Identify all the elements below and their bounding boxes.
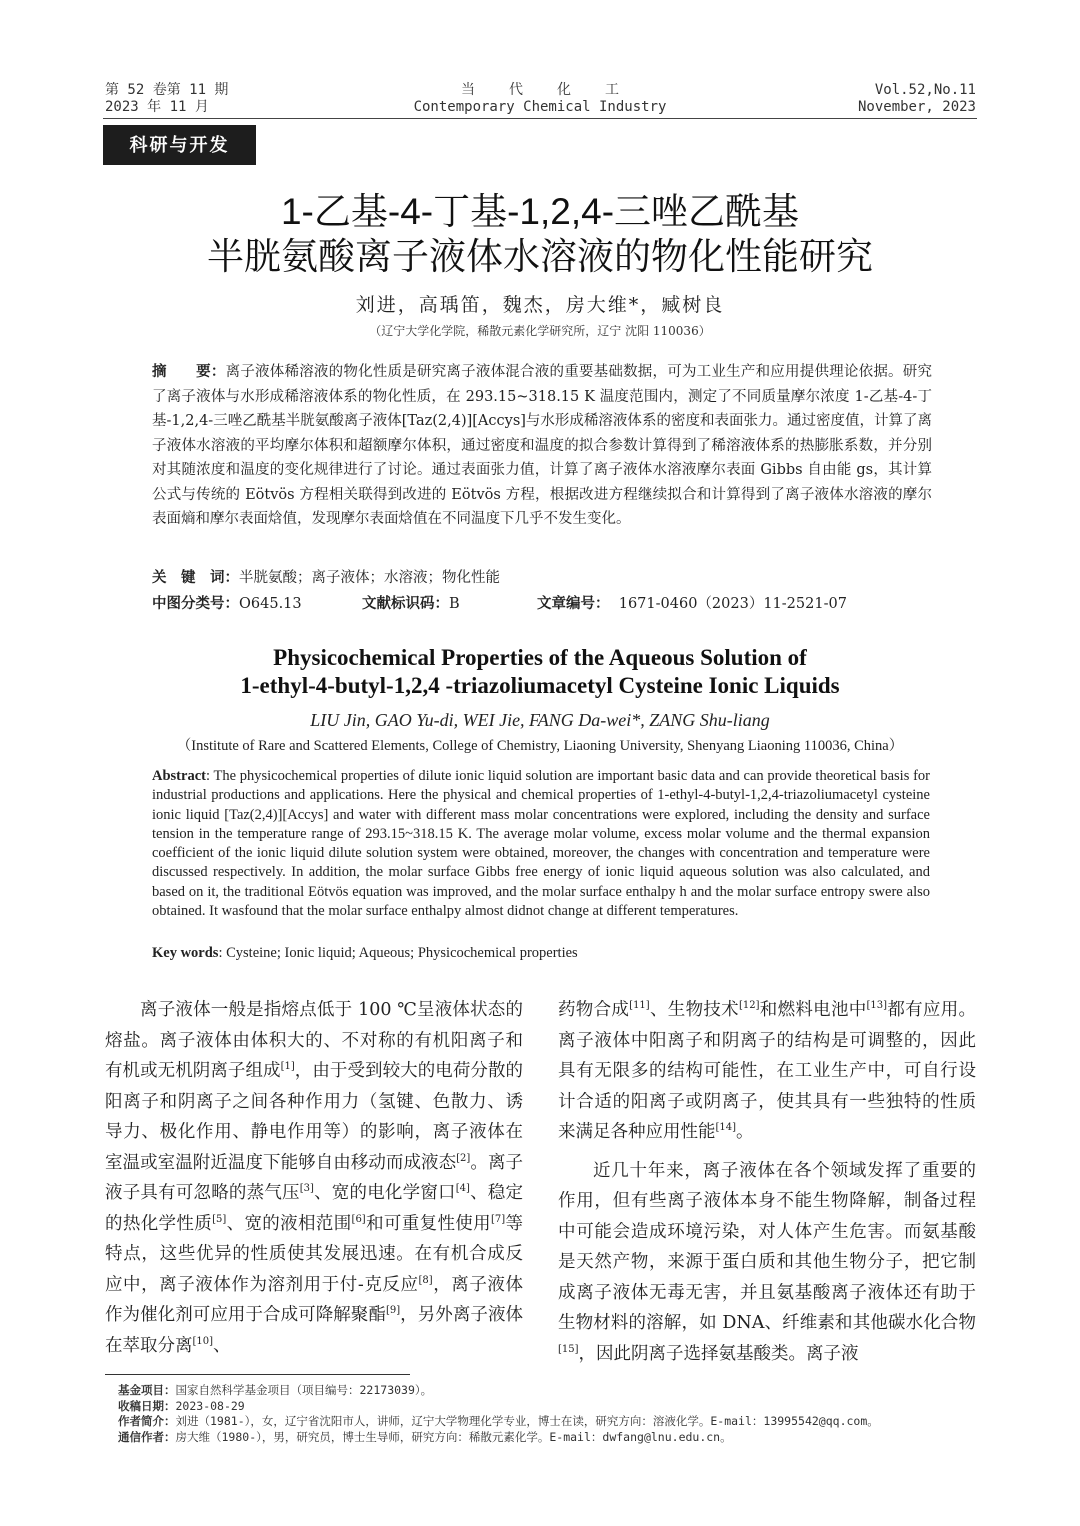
paper-title-line2: 半胱氨酸离子液体水溶液的物化性能研究 <box>207 236 873 277</box>
abstract-cn <box>152 360 932 532</box>
affiliation-en: （Institute of Rare and Scattered Elements, College of Chemistry, Liaoning University, Shenyang Liaoning 110036, China） <box>176 738 904 754</box>
footnote-label: 基金项目： <box>118 1383 176 1397</box>
classification-row <box>152 592 932 613</box>
body-text: 都有应用。离子液体中阳离子和阴离子的结构是可调整的，因此具有无限多的结构可能性，在工业生产中，可自行设计合适的阳离子或阴离子，使其具有一些独特的性质来满足各种应用性能 <box>558 1000 977 1142</box>
body-text: 、 <box>213 1335 231 1356</box>
body-text: 。 <box>736 1122 754 1142</box>
abstract-cn-label: 摘 要： <box>152 363 226 380</box>
body-text: 近几十年来，离子液体在各个领域发挥了重要的作用，但有些离子液体本身不能生物降解，制备过程中可能会造成环境污染，对人体产生危害。而氨基酸是天然产物，来源于蛋白质和其他生物分子，把它制成离子液体无毒无害，并且氨基酸离子液体还有助于生物材料的溶解，如 DNA、纤维素和其他碳水化合物 <box>558 1160 976 1333</box>
abstract-en <box>152 767 930 921</box>
footnote-text: 2023-08-29 <box>175 1398 245 1413</box>
body-text: 、稳定的热化学性质 <box>105 1183 524 1234</box>
abstract-en-text: : The physicochemical properties of dilute ionic liquid solution are important basic data and can provide theoretical basis for industrial productions and applications. Here the physical and chemical properties of 1-ethyl-4-butyl-1,2,4-triazoliumacetyl cysteine ionic liquid [Taz(2,4)][Accys] and water with different mass molar concentrations were explored, including the density and surface tension in the temperature range of 293.15~318.15 K. The average molar volume, excess molar volume and the thermal expansion coefficient of the ionic liquid dilute solution system were obtained, moreover, the changes with concentration and temperature were discussed respectively. In addition, the molar surface Gibbs free energy of ionic liquid aqueous solution was also calculated, and based on it, the traditional Eötvös equation was improved, and the molar surface enthalpy h and the molar surface entropy swere also obtained. It wasfound that the molar surface enthalpy almost didnot change at different temperatures. <box>152 768 930 920</box>
section-badge: 科研与开发 <box>103 125 256 165</box>
body-text: ，另外离子液体在萃取分离 <box>105 1305 524 1356</box>
citation[interactable]: [13] <box>866 1000 888 1012</box>
footnotes <box>118 1383 988 1445</box>
keywords-en-text: : Cysteine; Ionic liquid; Aqueous; Physicochemical properties <box>218 945 578 961</box>
authors-cn: 刘进，高瑀笛，魏杰，房大维*，臧树良 <box>355 294 725 316</box>
footnote-label: 收稿日期： <box>118 1398 176 1413</box>
authors-en: LIU Jin, GAO Yu-di, WEI Jie, FANG Da-wei*, ZANG Shu-liang <box>310 710 770 730</box>
footnote-label: 作者简介： <box>118 1414 176 1428</box>
doc-code-value: B <box>449 596 460 612</box>
footnote-text: 国家自然科学基金项目（项目编号：22173039）。 <box>175 1383 433 1397</box>
paper-title-line1: 1-乙基-4-丁基-1,2,4-三唑乙酰基 <box>280 191 800 232</box>
citation[interactable]: [15] <box>558 1343 579 1355</box>
body-text: ，因此阴离子选择氨基酸类。离子液 <box>578 1343 859 1364</box>
body-text: ，离子液体作为催化剂可应用于合成可降解聚酯 <box>105 1274 523 1325</box>
keywords-cn-text: 半胱氨酸；离子液体；水溶液；物化性能 <box>239 570 500 586</box>
abstract-en-label: Abstract <box>152 768 206 784</box>
journal-name-cn: 当代化工 <box>461 82 653 98</box>
abstract-cn-text: 离子液体稀溶液的物化性质是研究离子液体混合液的重要基础数据，可为工业生产和应用提供理论依据。研究了离子液体与水形成稀溶液体系的物化性质，在 293.15~318.15 K 温度范围内，测定了不同质量摩尔浓度 1-乙基-4-丁基-1,2,4-三唑乙酰基半胱氨酸离子液体[Taz(2,4)][Accys]与水形成稀溶液体系的密度和表面张力。通过密度值，计算了离子液体水溶液的平均摩尔体积和超额摩尔体积，通过密度和温度的拟合参数计算得到了稀溶液体系的热膨胀系数，并分别对其随浓度和温度的变化规律进行了讨论。通过表面张力值，计算了离子液体水溶液摩尔表面 Gibbs 自由能 gs，其计算公式与传统的 Eötvös 方程相关联得到改进的 Eötvös 方程，根据改进方程继续拟合和计算得到了离子液体水溶液的摩尔表面熵和摩尔表面焓值，发现摩尔表面焓值在不同温度下几乎不发生变化。 <box>152 364 932 527</box>
paper-title-en-line1: Physicochemical Properties of the Aqueous Solution of <box>273 645 807 670</box>
footnote-received <box>118 1399 988 1415</box>
clc-value: O645.13 <box>239 596 302 612</box>
citation[interactable]: [7] <box>491 1213 506 1225</box>
body-text: ，由于受到较大的电荷分散的阳离子和阴离子之间各种作用力（氢键、色散力、诱导力、极化作用、静电作用等）的影响，离子液体在室温或室温附近温度下能够自由移动而成液态 <box>105 1061 523 1173</box>
footnote-label: 通信作者： <box>118 1429 176 1444</box>
clc-label: 中图分类号： <box>152 595 239 612</box>
issue-date-en: November, 2023 <box>857 99 976 115</box>
paper-title-en-line2: 1-ethyl-4-butyl-1,2,4 -triazoliumacetyl Cysteine Ionic Liquids <box>240 673 840 698</box>
affiliation-cn: （辽宁大学化学院，稀散元素化学研究所，辽宁 沈阳 110036） <box>369 324 711 338</box>
body-text: 药物合成 <box>558 1000 630 1020</box>
paper-title-en <box>0 644 1080 700</box>
footnote-author <box>118 1414 988 1430</box>
issue-info-en <box>858 82 976 116</box>
doc-code-label: 文献标识码： <box>362 595 449 612</box>
citation[interactable]: [11] <box>629 1000 650 1012</box>
body-column-right <box>558 995 976 1369</box>
citation[interactable]: [4] <box>455 1183 470 1195</box>
journal-name-en: Contemporary Chemical Industry <box>413 99 667 115</box>
body-paragraph <box>105 995 523 1361</box>
citation[interactable]: [9] <box>385 1305 401 1317</box>
body-text: 离子液体一般是指熔点低于 100 ℃呈液体状态的熔盐。离子液体由体积大的、不对称的有机阳离子和有机或无机阴离子组成 <box>105 1000 523 1081</box>
body-paragraph <box>558 995 976 1148</box>
header-rule <box>103 118 977 119</box>
citation[interactable]: [3] <box>299 1183 314 1195</box>
article-no-label: 文章编号： <box>537 595 610 612</box>
citation[interactable]: [12] <box>738 1000 760 1012</box>
footnote-fund <box>118 1383 988 1399</box>
citation[interactable]: [5] <box>212 1213 227 1225</box>
footnote-text: 房大维（1980-），男，研究员，博士生导师，研究方向：稀散元素化学。E-mail：dwfang@lnu.edu.cn。 <box>175 1429 732 1444</box>
body-text: 。离子液子具有可忽略的蒸气压 <box>105 1152 524 1203</box>
body-text: 和可重复性使用 <box>365 1213 491 1234</box>
keywords-cn-label: 关 键 词： <box>152 569 239 586</box>
body-text: 、宽的电化学窗口 <box>313 1183 456 1203</box>
footnote-corresponding <box>118 1430 988 1446</box>
body-text: 等特点，这些优异的性质使其发展迅速。在有机合成反应中，离子液体作为溶剂用于付-克反应 <box>105 1213 524 1295</box>
keywords-en <box>152 945 578 962</box>
body-text: 和燃料电池中 <box>759 1000 867 1020</box>
issue-date: 2023 年 11 月 <box>105 99 209 115</box>
body-paragraph <box>558 1156 976 1370</box>
keywords-en-label: Key words <box>152 945 219 961</box>
citation[interactable]: [2] <box>456 1152 471 1164</box>
citation[interactable]: [1] <box>280 1061 295 1073</box>
body-text: 、生物技术 <box>649 1000 739 1020</box>
citation[interactable]: [14] <box>715 1122 737 1134</box>
body-text: 、宽的液相范围 <box>226 1213 352 1234</box>
issue-volume-en: Vol.52,No.11 <box>874 82 976 98</box>
citation[interactable]: [8] <box>418 1274 433 1286</box>
footnote-text: 刘进（1981-），女，辽宁省沈阳市人，讲师，辽宁大学物理化学专业，博士在读，研究方向：溶液化学。E-mail：13995542@qq.com。 <box>175 1414 879 1428</box>
article-no-value: 1671-0460（2023）11-2521-07 <box>618 596 847 612</box>
keywords-cn <box>152 566 500 587</box>
body-column-left <box>105 995 523 1361</box>
footnote-rule <box>105 1374 410 1375</box>
issue-volume: 第 52 卷第 11 期 <box>105 82 229 98</box>
citation[interactable]: [6] <box>351 1213 366 1225</box>
citation[interactable]: [10] <box>192 1335 214 1347</box>
